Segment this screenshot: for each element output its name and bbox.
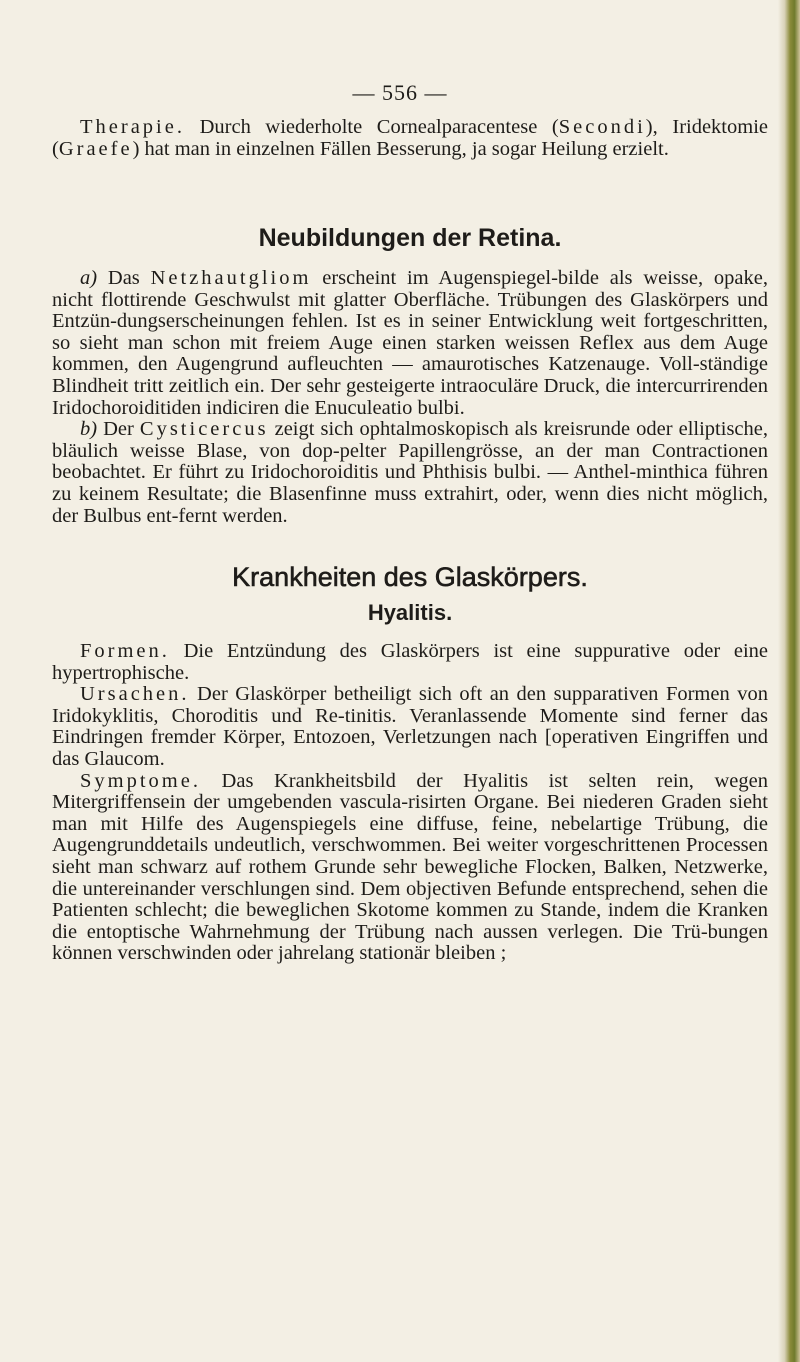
heading-neubildungen: Neubildungen der Retina. [258, 224, 562, 252]
paragraph-b-text: zeigt sich ophtalmoskopisch als kreisrunde oder elliptische, bläulich weisse Blase, von dop-pelter Papillengrösse, an der man Contractionen beobachtet. Er führt zu Iridochoroiditis und Phthisis bulbi. — Anthel-minthica führen zu keinem Resultate; die Blasenfinne muss extrahirt, oder, wenn dies nicht möglich, der Bulbus ent-fernt werden. [52, 418, 769, 527]
paragraph-b-pre: Der [97, 418, 140, 441]
term-netzhautgliom: Netzhautgliom [150, 267, 312, 289]
paragraph-symptome-text: Das Krankheitsbild der Hyalitis ist selten rein, wegen Mitergriffensein der umgebenden vascula-risirten Organe. Bei niederen Graden sieht man mit Hilfe des Augenspiegels eine diffuse, feine, nebelartige Trübung, die Augengrunddetails undeutlich, verschwommen. Bei weiter vorgeschrittenen Processen sieht man schwarz auf rothem Grunde sehr bewegliche Flocken, Balken, Netzwerke, die untereinander verschlungen sind. Dem objectiven Befunde entsprechend, sehen die Patienten schlecht; die beweglichen Skotome kommen zu Stande, indem die Kranken die entoptische Wahrnehmung der Trübung nach aussen verlegen. Die Trü-bungen können verschwinden oder jahrelang stationär bleiben ; [52, 769, 768, 965]
heading-krankheiten-glaskoerper: Krankheiten des Glaskörpers. [232, 562, 588, 592]
book-spine-edge [778, 0, 800, 1362]
therapy-paragraph [52, 117, 768, 160]
term-formen: Formen. [80, 640, 170, 662]
hyalitis-section [52, 641, 768, 965]
paragraph-ursachen [52, 684, 768, 770]
therapy-text-2: ), Iridektomie ( [52, 116, 768, 160]
author-graefe: Graefe [58, 137, 133, 160]
therapy-text-1: Durch wiederholte Cornealparacentese ( [184, 116, 559, 138]
paragraph-formen [52, 641, 768, 684]
retina-section [52, 268, 768, 527]
therapy-term: Therapie. [80, 116, 185, 138]
term-symptome: Symptome. [80, 769, 201, 792]
label-b: b) [80, 418, 98, 441]
term-cysticercus: Cysticercus [139, 418, 269, 441]
paragraph-a-text: erscheint im Augenspiegel-bilde als weisse, opake, nicht flottirende Geschwulst mit glatter Oberfläche. Trübungen des Glaskörpers und Entzün-dungserscheinungen fehlen. Ist es in seiner Entwicklung weit fortgeschritten, so sieht man schon mit freiem Auge einen starken weissen Reflex aus dem Auge kommen, den Augengrund aufleuchten — amaurotisches Katzenauge. Voll-ständige Blindheit tritt zeitlich ein. Der sehr gesteigerte intraoculäre Druck, die intercurrirenden Iridochoroiditiden indiciren die Enuculeatio bulbi. [52, 267, 768, 419]
term-ursachen: Ursachen. [80, 683, 190, 706]
label-a: a) [80, 267, 98, 289]
paragraph-a [52, 268, 768, 419]
paragraph-b [52, 419, 768, 527]
paragraph-symptome [52, 771, 768, 965]
paragraph-formen-text: Die Entzündung des Glaskörpers ist eine suppurative oder eine hypertrophische. [52, 640, 768, 684]
therapy-paragraph-block [52, 117, 768, 160]
heading-hyalitis: Hyalitis. [367, 600, 453, 625]
paragraph-ursachen-text: Der Glaskörper betheiligt sich oft an den supparativen Formen von Iridokyklitis, Choroditis und Re-tinitis. Veranlassende Momente sind ferner das Eindringen fremder Körper, Entozoen, Verletzungen nach [operativen Eingriffen und das Glaucom. [52, 683, 768, 770]
page-number: — 556 — [352, 80, 448, 105]
author-secondi: Secondi [558, 116, 646, 138]
therapy-text-3: ) hat man in einzelnen Fällen Besserung, ja sogar Heilung erzielt. [132, 137, 669, 160]
paragraph-a-pre: Das [97, 267, 151, 289]
